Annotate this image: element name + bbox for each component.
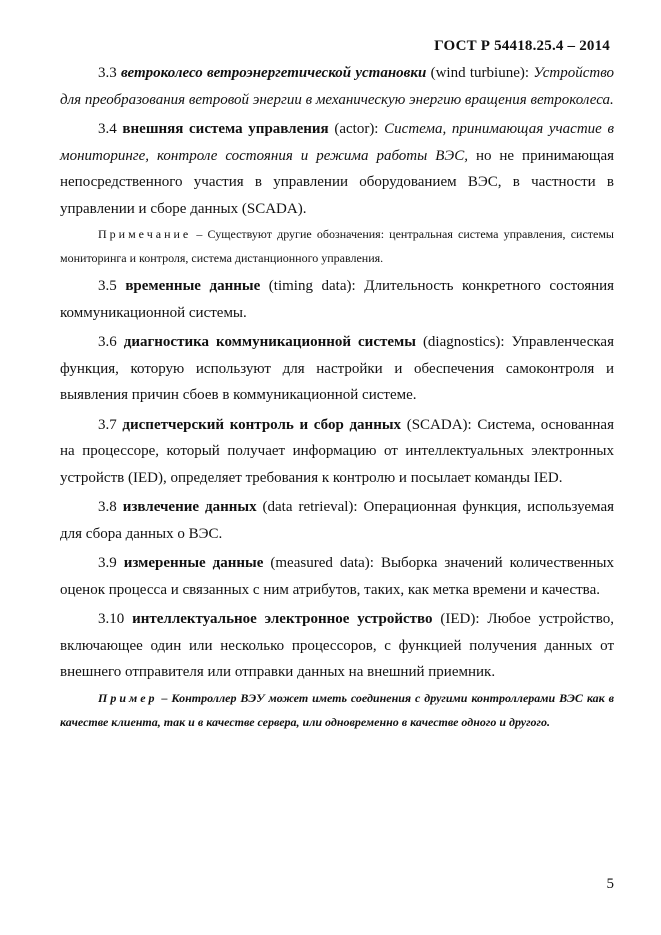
entry-number: 3.3 [98, 65, 117, 81]
entry-number: 3.8 [98, 499, 117, 515]
entry-english: (timing data): [268, 278, 356, 294]
entry-definition: Система, основанная на процессоре, который получает информацию от интеллектуальных электронных устройств (IED), определяет требования к контролю и посылает команды IED. [60, 416, 614, 486]
definition-3-9 [60, 550, 614, 603]
entry-english: (actor): [334, 121, 379, 137]
entry-term: диспетчерский контроль и сбор данных [122, 416, 402, 433]
definition-3-10 [60, 606, 614, 686]
example-text: – Контроллер ВЭУ может иметь соединения с другими контроллерами ВЭС как в качестве клиента, так и в качестве сервера, или одновременно в качестве одного и другого. [60, 690, 615, 729]
entry-english: (wind turbiune): [430, 65, 530, 81]
document-header: ГОСТ Р 54418.25.4 – 2014 [434, 38, 610, 54]
note-label: Примечание [98, 227, 192, 241]
entry-term: временные данные [125, 278, 261, 294]
definition-3-5 [60, 273, 614, 326]
entry-term: интеллектуальное электронное устройство [132, 611, 433, 627]
entry-definition: Длительность конкретного состояния коммуникационной системы. [60, 278, 615, 321]
entry-term: измеренные данные [123, 555, 264, 571]
document-page [60, 0, 614, 935]
definition-3-8 [60, 494, 614, 547]
entry-term: внешняя система управления [122, 121, 329, 137]
definition-3-7 [60, 412, 614, 492]
entry-english: (measured data): [270, 555, 374, 571]
entry-definition: Любое устройство, включающее один или несколько процессоров, с функцией получения данных от внешнего отправителя или отправки данных на внешний приемник. [60, 611, 614, 680]
entry-definition: Выборка значений количественных оценок процесса и связанных с ним атрибутов, таких, как метка времени и качества. [60, 555, 615, 598]
entry-number: 3.10 [98, 611, 125, 627]
entry-definition: Операционная функция, используемая для сбора данных о ВЭС. [60, 499, 615, 542]
note-paragraph [60, 222, 614, 270]
definition-3-4 [60, 116, 614, 222]
entry-term: диагностика коммуникационной системы [123, 334, 416, 350]
entry-definition: Управленческая функция, которую используют для настройки и обеспечения самоконтроля и выявления причин сбоев в коммуникационной системе. [60, 334, 614, 403]
entry-definition-italic: Система, принимающая участие в мониторинге, контроле состояния и режима работы ВЭС, [60, 121, 615, 164]
example-label: Пример [98, 690, 158, 705]
entry-number: 3.9 [98, 555, 117, 571]
document-body [60, 60, 614, 734]
entry-term: извлечение данных [122, 499, 257, 515]
entry-number: 3.7 [98, 416, 117, 433]
entry-english: (SCADA): [406, 416, 472, 433]
definition-3-3 [60, 60, 614, 113]
entry-definition-rest: но не принимающая непосредственного участия в управлении оборудованием ВЭС, в частности в управлении и сборе данных (SCADA). [60, 147, 615, 217]
example-paragraph [60, 686, 614, 734]
entry-number: 3.5 [98, 278, 117, 294]
note-text: – Существуют другие обозначения: центральная система управления, системы мониторинга и контроля, система дистанционного управления. [60, 227, 614, 265]
entry-definition: Устройство для преобразования ветровой энергии в механическую энергию вращения ветроколеса. [60, 65, 615, 108]
entry-english: (IED): [440, 611, 480, 627]
definition-3-6 [60, 329, 614, 409]
page-number: 5 [606, 876, 614, 892]
entry-english: (diagnostics): [422, 334, 505, 350]
entry-term: ветроколесо ветроэнергетической установки [121, 65, 427, 81]
entry-english: (data retrieval): [262, 499, 358, 515]
entry-number: 3.4 [98, 121, 117, 137]
entry-number: 3.6 [98, 334, 117, 350]
